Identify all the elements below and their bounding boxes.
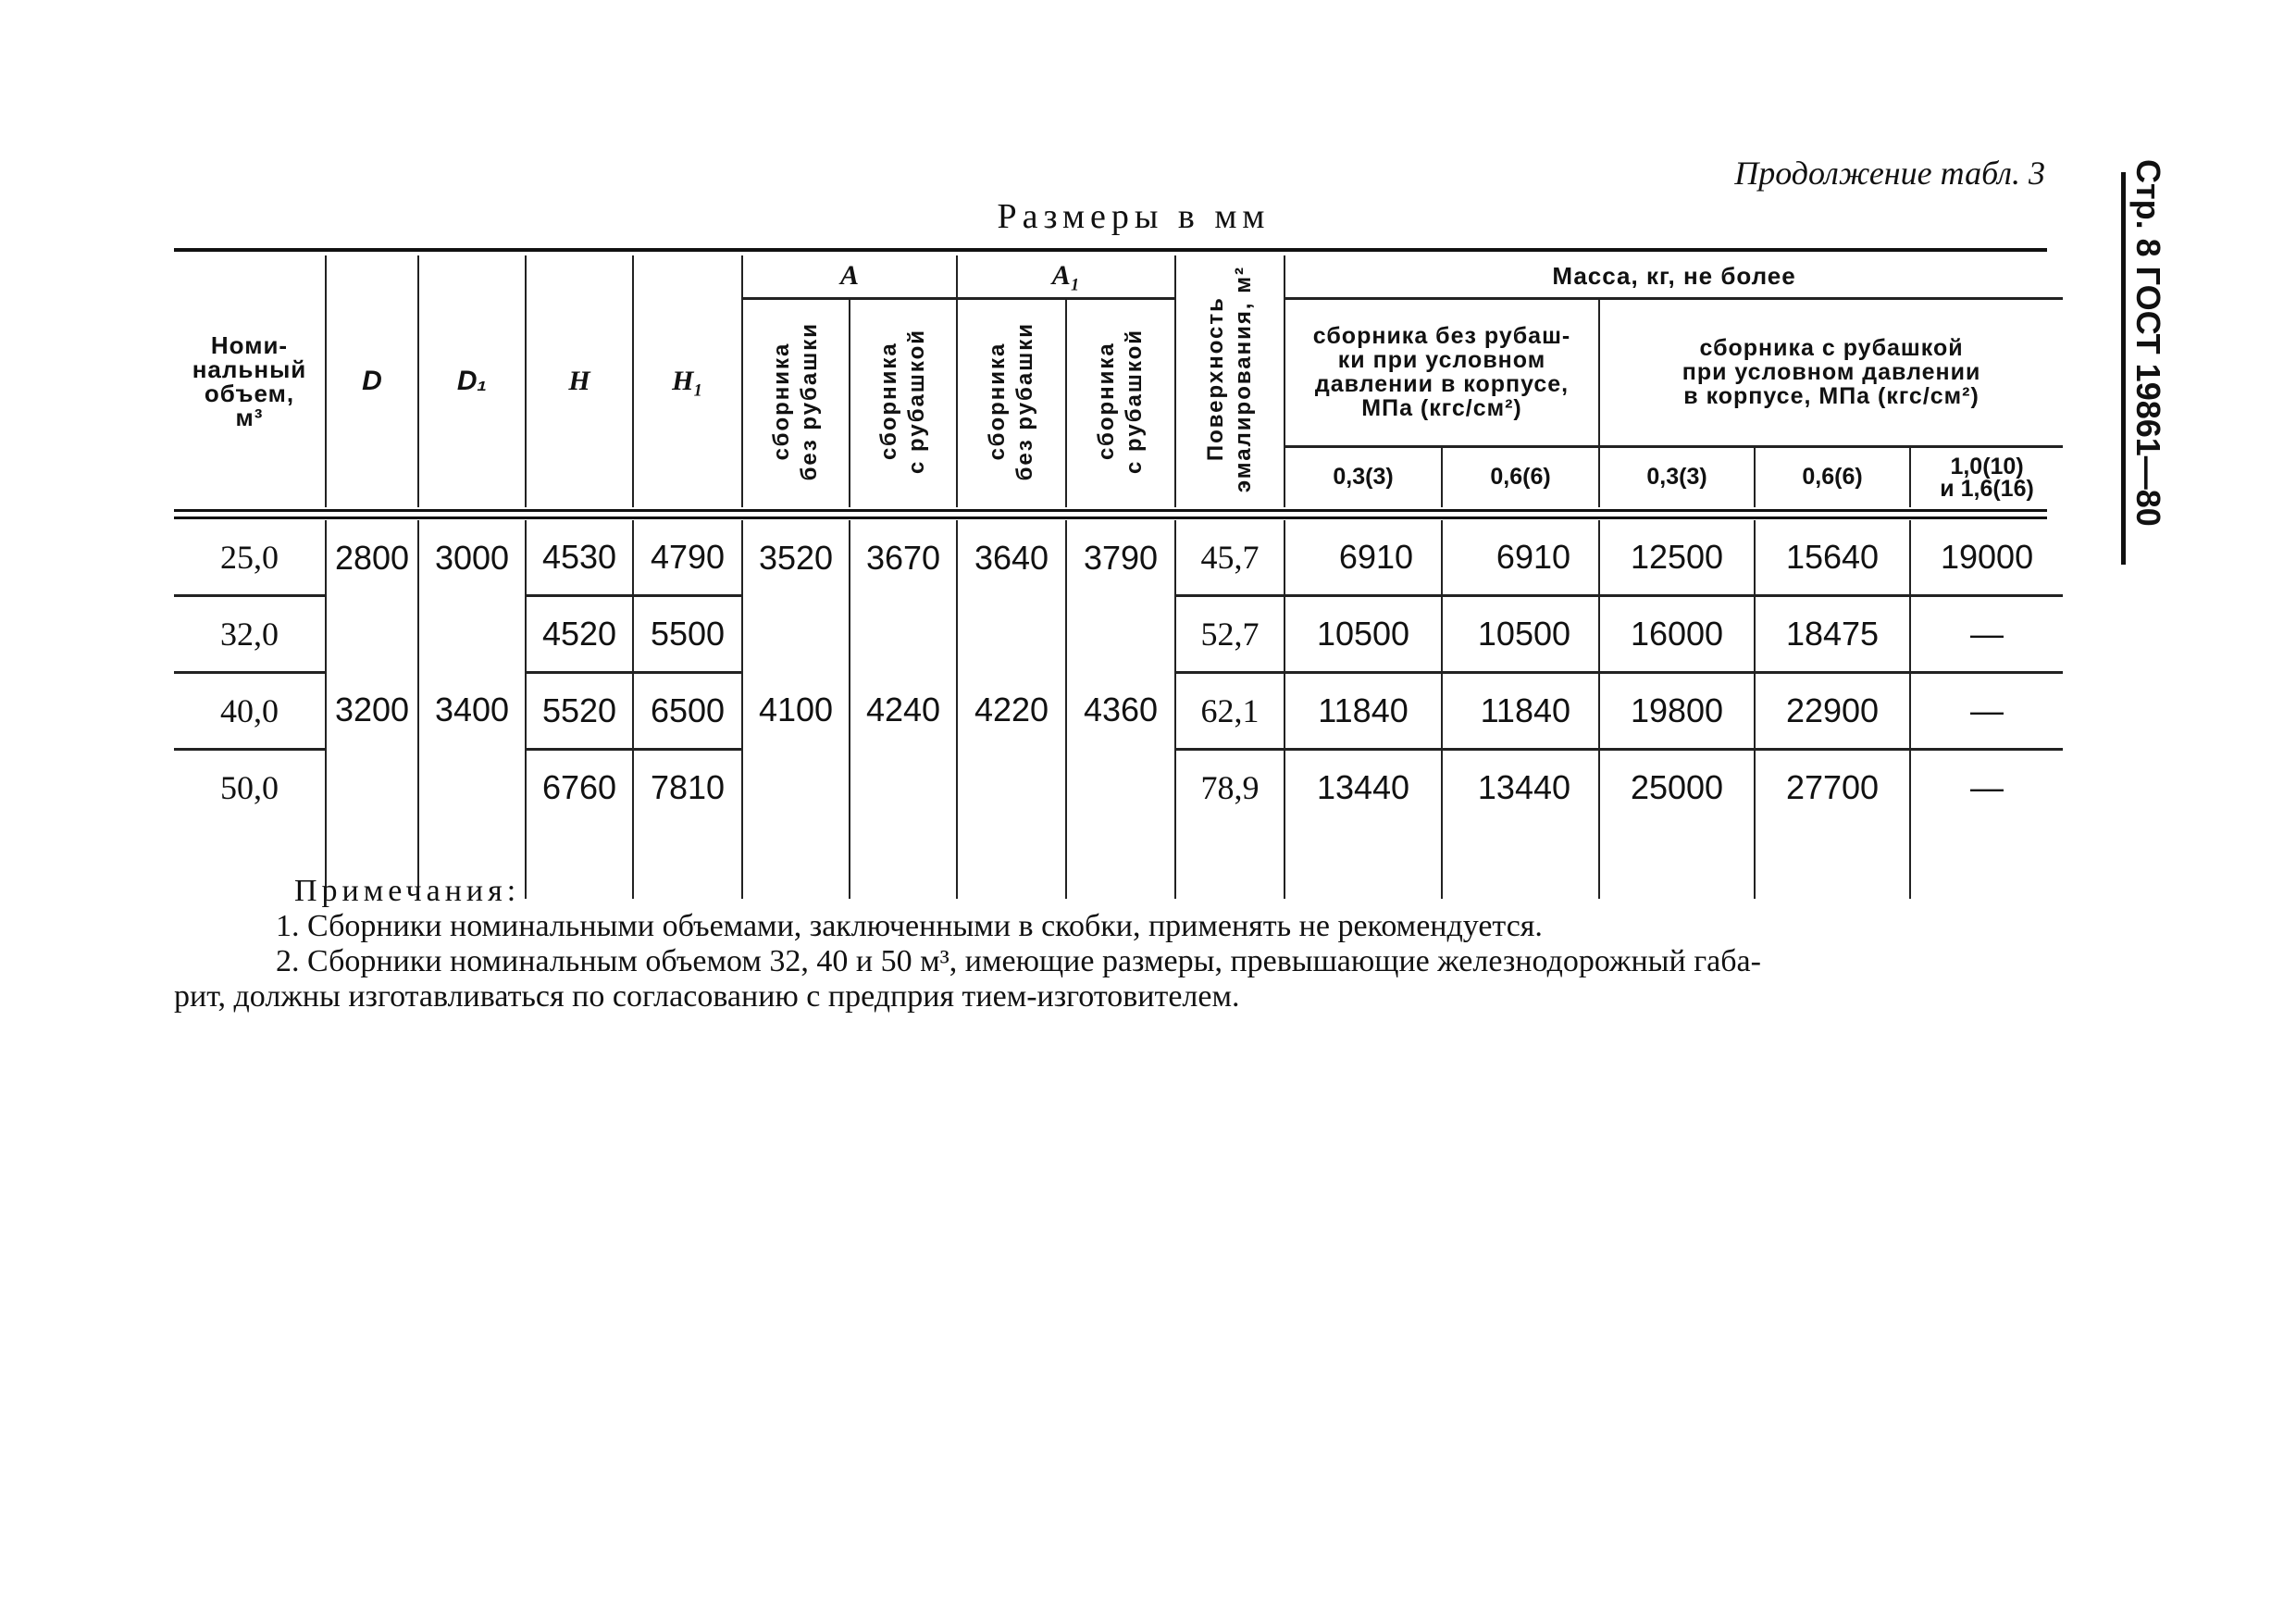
d-label: D	[362, 366, 382, 396]
mass-cell-3: 16000	[1599, 596, 1755, 673]
mnj-line-4: МПа (кгс/см²)	[1361, 395, 1522, 421]
note-2: 2. Сборники номинальным объемом 32, 40 и 50 м³, имеющие размеры, превышающие железнодорожный габа-	[276, 944, 1761, 978]
a1-merged-cell: 4220	[957, 596, 1066, 826]
mass-cell-3: 25000	[1599, 750, 1755, 826]
a-label: A	[840, 260, 860, 292]
volume-cell: 32,0	[174, 596, 326, 673]
pressure-5-line-2: и 1,6(16)	[1940, 475, 2034, 502]
volume-cell: 50,0	[174, 750, 326, 826]
pressure-5-line-1: 1,0(10)	[1950, 453, 2024, 479]
mj-line-2: при условном давлении	[1682, 359, 1981, 385]
page-side-label: Стр. 8 ГОСТ 19861—80	[2129, 159, 2167, 527]
h-cell: 5520	[526, 673, 633, 750]
a-jacket-merged-cell: 4240	[850, 596, 957, 826]
page-side-rule	[2121, 172, 2126, 565]
mass-cell-3: 19800	[1599, 673, 1755, 750]
a1-cell: 3640	[957, 520, 1066, 596]
mass-cell-1: 6910	[1285, 520, 1442, 596]
pressure-col-4	[1755, 446, 1910, 507]
mass-cell-5: —	[1910, 596, 2063, 673]
a1-nj-line-1: сборника	[985, 342, 1011, 461]
a-nj-line-2: без рубашки	[797, 321, 822, 480]
mass-jacket-header	[1599, 298, 2063, 446]
pressure-1-label: 0,3(3)	[1333, 464, 1394, 491]
surface-cell: 78,9	[1175, 750, 1285, 826]
d-cell: 2800	[326, 520, 418, 596]
h-header	[526, 255, 633, 507]
volume-cell: 40,0	[174, 673, 326, 750]
mass-cell-2: 13440	[1442, 750, 1599, 826]
a-merged-cell: 4100	[742, 596, 850, 826]
mass-no-jacket-header	[1285, 298, 1599, 446]
d1-cell: 3000	[418, 520, 526, 596]
mass-cell-2: 10500	[1442, 596, 1599, 673]
spec-table	[174, 255, 2063, 899]
notes-block	[174, 874, 2047, 1014]
mass-cell-2: 11840	[1442, 673, 1599, 750]
mass-cell-4: 27700	[1755, 750, 1910, 826]
h1-cell: 7810	[633, 750, 742, 826]
d1-label: D₁	[456, 366, 488, 396]
a1-nj-line-2: без рубашки	[1012, 321, 1038, 480]
mass-cell-1: 13440	[1285, 750, 1442, 826]
volume-cell: 25,0	[174, 520, 326, 596]
a1-label: A₁	[1051, 260, 1081, 292]
a-j-line-2: с рубашкой	[904, 328, 929, 474]
mj-line-3: в корпусе, МПа (кгс/см²)	[1683, 383, 1980, 409]
a1-jacket-header	[1066, 298, 1175, 507]
a1-group-header	[957, 255, 1175, 298]
d1-merged-cell: 3400	[418, 596, 526, 826]
mnj-line-2: ки при условном	[1337, 347, 1546, 373]
nominal-line-1: Номи-	[210, 331, 289, 359]
mass-cell-1: 11840	[1285, 673, 1442, 750]
a-nj-line-1: сборника	[769, 342, 794, 461]
a-jacket-cell: 3670	[850, 520, 957, 596]
h-cell: 4520	[526, 596, 633, 673]
mass-cell-5: —	[1910, 673, 2063, 750]
surface-cell: 45,7	[1175, 520, 1285, 596]
mass-header	[1285, 255, 2063, 298]
h1-cell: 5500	[633, 596, 742, 673]
a1-j-line-1: сборника	[1094, 342, 1120, 461]
nominal-volume-header	[174, 255, 326, 507]
mass-cell-3: 12500	[1599, 520, 1755, 596]
pressure-col-5	[1910, 446, 2063, 507]
h1-header	[633, 255, 742, 507]
pressure-3-label: 0,3(3)	[1646, 464, 1707, 491]
h-cell: 6760	[526, 750, 633, 826]
pressure-4-label: 0,6(6)	[1802, 464, 1863, 491]
pressure-col-3	[1599, 446, 1755, 507]
surface-cell: 62,1	[1175, 673, 1285, 750]
a1-no-jacket-header	[957, 298, 1066, 507]
h-cell: 4530	[526, 520, 633, 596]
pressure-2-label: 0,6(6)	[1490, 464, 1551, 491]
mass-label: Масса, кг, не более	[1552, 261, 1796, 290]
table-row	[174, 596, 2063, 673]
mass-cell-4: 18475	[1755, 596, 1910, 673]
a1-jacket-merged-cell: 4360	[1066, 596, 1175, 826]
mass-cell-4: 15640	[1755, 520, 1910, 596]
pressure-col-1	[1285, 446, 1442, 507]
note-2-continuation: рит, должны изготавливаться по согласованию с предприя тием-изготовителем.	[174, 979, 1240, 1014]
pressure-col-2	[1442, 446, 1599, 507]
mj-line-1: сборника с рубашкой	[1699, 335, 1964, 361]
surface-cell: 52,7	[1175, 596, 1285, 673]
mass-cell-4: 22900	[1755, 673, 1910, 750]
a1-j-line-2: с рубашкой	[1122, 328, 1148, 474]
units-caption: Размеры в мм	[997, 197, 1271, 236]
mass-cell-5: 19000	[1910, 520, 2063, 596]
d-header	[326, 255, 418, 507]
nominal-line-3: объем,	[204, 380, 295, 407]
d1-header	[418, 255, 526, 507]
h1-cell: 4790	[633, 520, 742, 596]
a-no-jacket-header	[742, 298, 850, 507]
a-jacket-header	[850, 298, 957, 507]
table-top-rule	[174, 248, 2047, 252]
a-j-line-1: сборника	[876, 342, 901, 461]
surface-header	[1175, 255, 1285, 507]
nominal-line-4: м³	[235, 404, 264, 431]
h1-label: H₁	[672, 366, 703, 396]
continuation-caption: Продолжение табл. 3	[1734, 155, 2045, 192]
surface-line-2: эмалирования, м²	[1231, 265, 1257, 493]
mass-cell-1: 10500	[1285, 596, 1442, 673]
nominal-line-2: нальный	[192, 355, 307, 383]
h-label: H	[568, 366, 590, 396]
mass-cell-5: —	[1910, 750, 2063, 826]
mnj-line-3: давлении в корпусе,	[1314, 371, 1570, 397]
a-cell: 3520	[742, 520, 850, 596]
note-1: 1. Сборники номинальными объемами, заключенными в скобки, применять не рекомендуется.	[276, 909, 1543, 943]
mnj-line-1: сборника без рубаш-	[1312, 323, 1571, 349]
mass-cell-2: 6910	[1442, 520, 1599, 596]
a-group-header	[742, 255, 957, 298]
notes-title: Примечания:	[294, 874, 521, 908]
d-merged-cell: 3200	[326, 596, 418, 826]
table-row	[174, 520, 2063, 596]
a1-jacket-cell: 3790	[1066, 520, 1175, 596]
surface-line-1: Поверхность	[1203, 296, 1229, 462]
h1-cell: 6500	[633, 673, 742, 750]
